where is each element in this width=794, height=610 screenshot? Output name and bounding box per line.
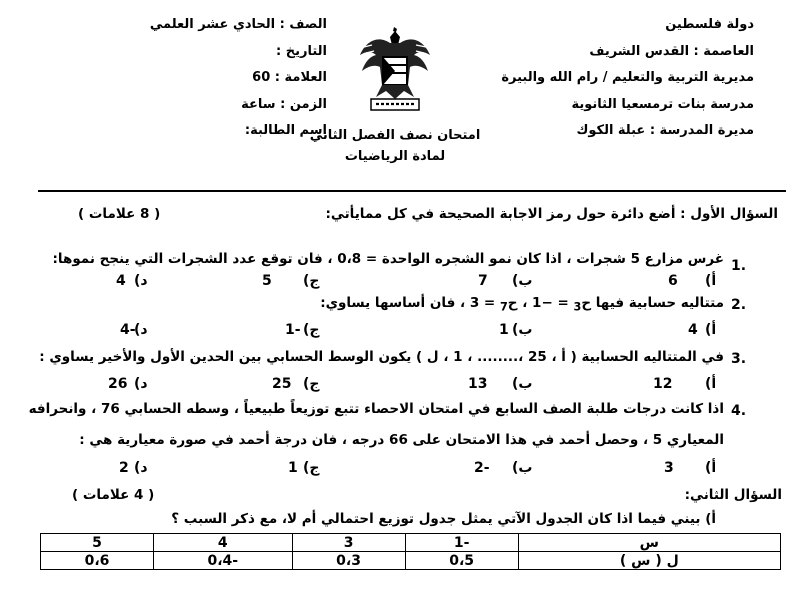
principal-line: مديرة المدرسة : عبلة الكوك: [576, 123, 754, 138]
q1-item3-opt-b-value: 13: [468, 376, 488, 392]
q2-title: السؤال الثاني:: [684, 487, 782, 503]
exam-title: [300, 125, 490, 167]
q1-item2-text: [320, 295, 724, 314]
mark-line: [27, 65, 327, 92]
q1-item4-line2: المعياري 5 ، وحصل أحمد في هذا الامتحان على 66 درجه ، فان درجة أحمد في صورة معيارية هي :: [79, 432, 724, 448]
student-name-line: اسم الطالبة:: [244, 123, 327, 138]
mark-label: العلامة :: [274, 70, 327, 85]
q1-item4-opt-d-label: د): [134, 460, 148, 476]
q1-item2-text-part1: متتاليه حسابية فيها ح: [581, 295, 724, 311]
q1-item4-opt-d-value: 2: [119, 460, 129, 476]
directorate-line: مديرية التربية والتعليم / رام الله والبيرة: [501, 70, 754, 85]
q1-item1-number: 1.: [731, 258, 747, 274]
q1-item3-opt-d-label: د): [134, 376, 148, 392]
q1-item1-opt-c-label: ج): [303, 273, 320, 289]
capital-line: العاصمة : القدس الشريف: [589, 43, 754, 59]
q1-item2-opt-b-value: 1: [499, 322, 509, 338]
q1-item3-text: في المتتاليه الحسابية ( أ ، 25 ،........ ، 1 ، ل ) يكون الوسط الحسابي بين الحدين الأول والأخير يساوي :: [39, 349, 724, 365]
exam-title-line1: امتحان نصف الفصل الثاني: [309, 128, 481, 143]
palestine-eagle-seal: [356, 25, 434, 118]
q1-item2-number: 2.: [731, 297, 747, 313]
q1-item4-opt-c-label: ج): [303, 460, 320, 476]
q1-item1-opt-b-label: ب): [512, 273, 533, 289]
q1-item1-opt-a-label: أ): [705, 273, 717, 289]
grade-line: الصف : الحادي عشر العلمي: [149, 17, 327, 32]
q1-item2-opt-c-value: -1: [285, 322, 301, 338]
q1-item2-text-part2: = −1 ، ح: [507, 295, 569, 311]
q1-item4-opt-a-value: 3: [664, 460, 674, 476]
table-cell: 0،6: [41, 552, 154, 570]
q1-item1-opt-c-value: 5: [262, 273, 272, 289]
q1-item3-opt-d-value: 26: [108, 376, 128, 392]
q1-item2-opt-d-value: -4: [120, 322, 136, 338]
q1-item2-opt-c-label: ج): [303, 322, 320, 338]
q1-item2-opt-a-value: 4: [688, 322, 698, 338]
exam-title-line2: لمادة الرياضيات: [344, 149, 446, 164]
q1-item3-opt-a-value: 12: [653, 376, 673, 392]
q1-item4-opt-c-value: 1: [288, 460, 298, 476]
table-header-cell: ل ( س ): [518, 552, 780, 570]
q1-item2-sub2: 7: [499, 300, 508, 314]
header-right-block: [501, 12, 754, 145]
probability-distribution-table: [40, 533, 781, 570]
q1-item3-opt-b-label: ب): [512, 376, 533, 392]
time-line: الزمن : ساعة: [241, 96, 327, 112]
header-left-block: [27, 12, 327, 145]
table-cell: 4: [154, 534, 293, 552]
q1-item2-opt-d-label: د): [134, 322, 148, 338]
table-cell: 5: [41, 534, 154, 552]
country-line: دولة فلسطين: [665, 17, 754, 32]
table-cell: -0،4: [154, 552, 293, 570]
q1-item4-opt-b-value: -2: [474, 460, 490, 476]
table-header-cell: س: [518, 534, 780, 552]
q1-item1-opt-a-value: 6: [668, 273, 678, 289]
q1-item2-sub1: 3: [573, 300, 582, 314]
q1-item1-text: غرس مزارع 5 شجرات ، اذا كان نمو الشجره الواحدة = 0،8 ، فان توقع عدد الشجرات التي ينجح نموها:: [52, 251, 724, 267]
q1-item1-opt-d-value: 4: [116, 273, 126, 289]
date-line: التاريخ :: [276, 43, 327, 59]
q2-part-a: أ) بيني فيما اذا كان الجدول الآتي يمثل جدول توزيع احتمالي أم لا، مع ذكر السبب ؟: [171, 511, 716, 527]
q1-item4-line1: اذا كانت درجات طلبة الصف السابع في امتحان الاحصاء تتبع توزيعاً طبيعياً ، وسطه الحسابي 76 ، وانحرافه: [28, 401, 724, 417]
q1-item4-opt-a-label: أ): [705, 460, 717, 476]
table-cell: 0،3: [292, 552, 405, 570]
q1-item2-text-part3: = 3 ، فان أساسها يساوي:: [320, 295, 496, 311]
header-divider: [38, 190, 786, 192]
q1-item3-number: 3.: [731, 351, 747, 367]
table-cell: -1: [405, 534, 518, 552]
q1-item1-opt-d-label: د): [134, 273, 148, 289]
q1-item4-opt-b-label: ب): [512, 460, 533, 476]
q1-item4-number: 4.: [731, 403, 747, 419]
q1-title: السؤال الأول : أضع دائرة حول رمز الاجابة الصحيحة في كل ممايأتي:: [325, 206, 778, 222]
table-cell: 0،5: [405, 552, 518, 570]
q1-item3-opt-c-label: ج): [303, 376, 320, 392]
table-cell: 3: [292, 534, 405, 552]
q1-item2-opt-a-label: أ): [705, 322, 717, 338]
q1-item1-opt-b-value: 7: [478, 273, 488, 289]
table-row: [41, 552, 781, 570]
school-line: مدرسة بنات ترمسعيا الثانوية: [571, 96, 754, 112]
q1-item2-opt-b-label: ب): [512, 322, 533, 338]
q1-item3-opt-c-value: 25: [272, 376, 292, 392]
q1-marks: ( 8 علامات ): [78, 206, 161, 222]
mark-value: 60: [252, 70, 271, 85]
q1-item3-opt-a-label: أ): [705, 376, 717, 392]
q2-marks: ( 4 علامات ): [72, 487, 155, 503]
table-row: [41, 534, 781, 552]
